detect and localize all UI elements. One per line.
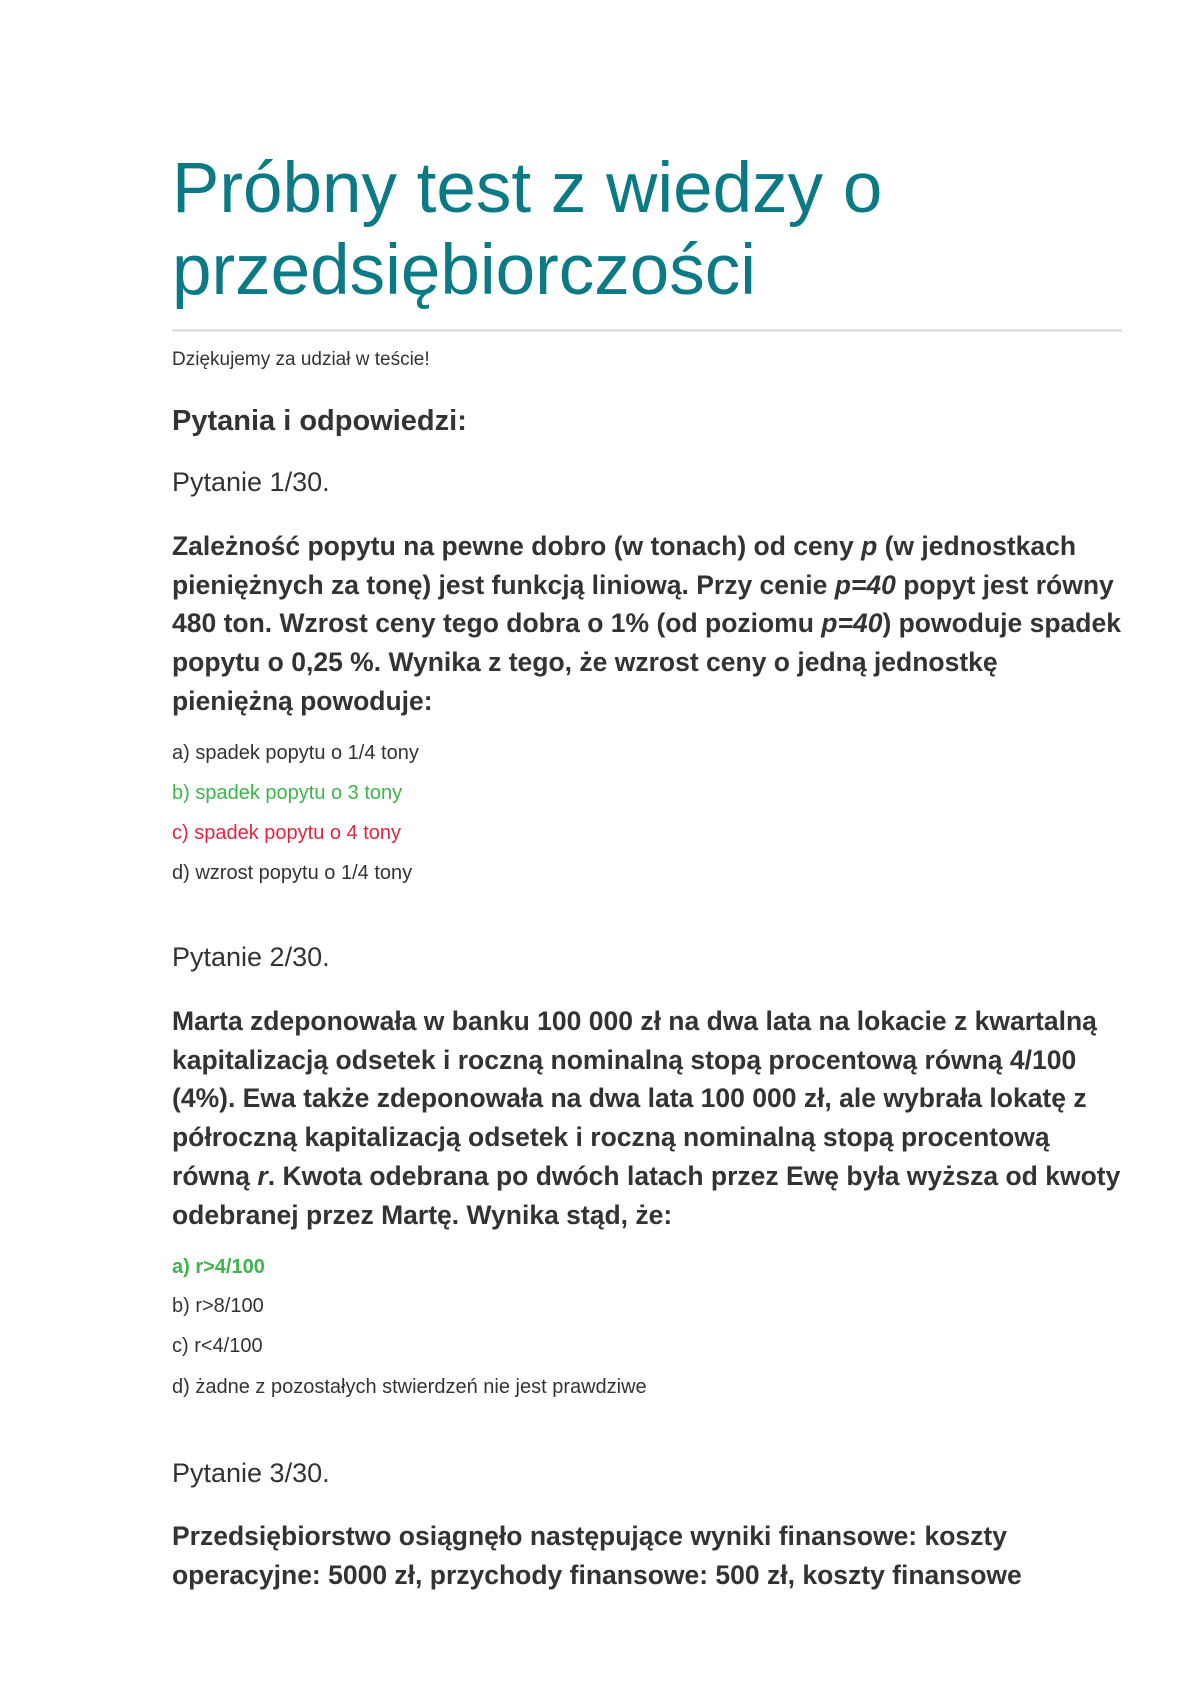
text-part: p=40 — [834, 569, 896, 600]
text-part: popyt jest równy 480 ton. Wzrost ceny tego dobra o 1% (od poziomu — [172, 569, 1114, 639]
question-text — [172, 1002, 1122, 1234]
answer-option-correct: b) spadek popytu o 3 tony — [172, 782, 403, 804]
text-part: p=40 — [821, 608, 883, 639]
text-part: . Kwota odebrana po dwóch latach przez Ewę była wyższa od kwoty odebranej przez Martę. Wynika stąd, że: — [172, 1160, 1121, 1230]
text-part: Marta zdeponowała w banku 100 000 zł na dwa lata na lokacie z kwartalną kapitalizacją odsetek i roczną nominalną stopą procentową równą 4/100 (4%). Ewa także zdeponowała na dwa lata 100 000 zł, ale wybrała lokatę z półroczną kapitalizacją odsetek i roczną nominalną stopą procentową równą — [172, 1006, 1097, 1191]
question-number: Pytanie 3/30. — [172, 1458, 330, 1488]
text-part: p — [861, 531, 878, 561]
section-heading: Pytania i odpowiedzi: — [172, 405, 467, 437]
answer-option-correct: a) r>4/100 — [172, 1256, 265, 1278]
question-text — [172, 527, 1122, 721]
answer-option-wrong: c) spadek popytu o 4 tony — [172, 822, 402, 844]
answer-option: d) żadne z pozostałych stwierdzeń nie jest prawdziwe — [172, 1376, 647, 1398]
answer-option: a) spadek popytu o 1/4 tony — [172, 742, 419, 764]
page-title: Próbny test z wiedzy o przedsiębiorczości — [172, 149, 883, 310]
answer-option: c) r<4/100 — [172, 1335, 263, 1357]
text-part: ) powoduje spadek popytu o 0,25 %. Wynika z tego, że wzrost ceny o jedną jednostkę pieniężną powoduje: — [172, 608, 1121, 716]
thanks-message: Dziękujemy za udział w teście! — [172, 349, 430, 370]
question-number: Pytanie 2/30. — [172, 942, 330, 972]
answer-option: d) wzrost popytu o 1/4 tony — [172, 862, 413, 884]
text-part: (w jednostkach pieniężnych za tonę) jest funkcją liniową. Przy cenie — [172, 531, 1077, 600]
question-text: Przedsiębiorstwo osiągnęło następujące wyniki finansowe: koszty operacyjne: 5000 zł, przychody finansowe: 500 zł, koszty finansowe — [172, 1521, 1022, 1590]
answer-option: b) r>8/100 — [172, 1295, 264, 1317]
title-divider — [172, 329, 1122, 332]
text-part: r — [257, 1160, 268, 1191]
text-part: Zależność popytu na pewne dobro (w tonach) od ceny — [172, 531, 862, 561]
question-number: Pytanie 1/30. — [172, 467, 330, 497]
